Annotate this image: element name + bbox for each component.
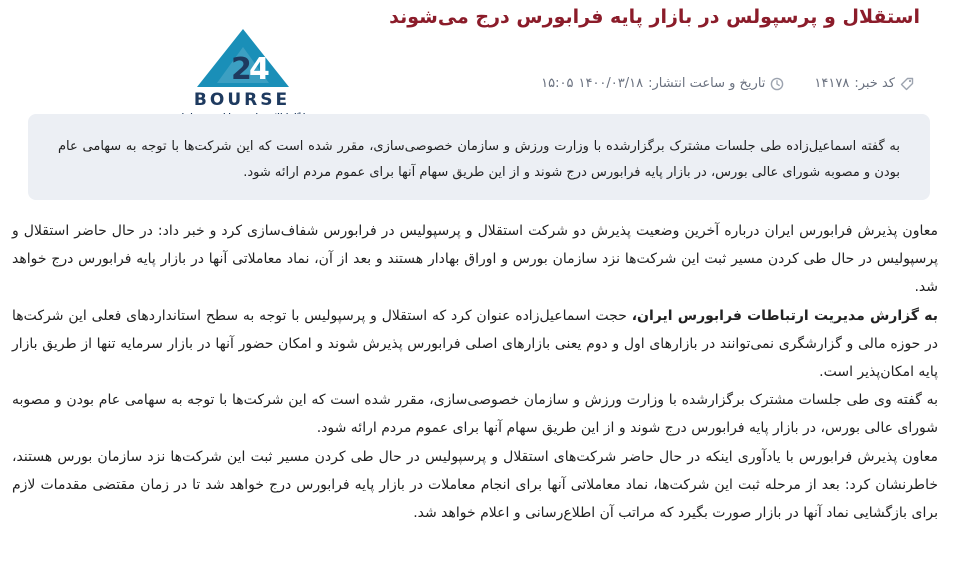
article-title: استقلال و پرسپولس در بازار پایه فرابورس درج می‌شوند xyxy=(389,6,920,28)
paragraph-text: حجت اسماعیل‌زاده عنوان کرد که استقلال و پرسپولیس با توجه به سطح استانداردهای فعلی این شرکت‌ها در حوزه مالی و گزارشگری نمی‌توانند در بازارهای اول و دوم یعنی بازارهای اصلی فرابورس پذیرش شوند و امکان حضور آنها در بازار سرمایه تنها از طریق بازار پایه امکان‌پذیر است. xyxy=(12,307,938,381)
logo-wordmark: BOURSE xyxy=(193,90,291,110)
news-code-label: کد خبر: xyxy=(854,76,895,91)
article-lead: به گفته اسماعیل‌زاده طی جلسات مشترک برگزارشده با وزارت ورزش و سازمان خصوصی‌سازی، مقرر شده است که این شرکت‌ها با توجه به سهامی عام بودن و مصوبه شورای عالی بورس، در بازار پایه فرابورس درج شوند و از این طریق سهام آنها برای عموم مردم ارائه شود. xyxy=(28,114,930,200)
article-meta xyxy=(541,76,914,91)
publish-date-value: ۱۴۰۰/۰۳/۱۸ xyxy=(578,76,644,91)
logo-graphic xyxy=(165,27,320,123)
article-paragraph xyxy=(12,302,938,387)
news-code xyxy=(814,76,914,91)
bourse-logo[interactable] xyxy=(165,27,320,123)
paragraph-text: به گفته وی طی جلسات مشترک برگزارشده با وزارت ورزش و سازمان خصوصی‌سازی، مقرر شده است که این شرکت‌ها با توجه به سهامی عام بودن و مصوبه شورای عالی بورس، در بازار پایه فرابورس درج شوند و از این طریق سهام آنها برای عموم مردم ارائه شود. xyxy=(12,392,938,437)
news-code-value: ۱۴۱۷۸ xyxy=(814,76,850,91)
publish-date-label: تاریخ و ساعت انتشار: xyxy=(648,76,766,91)
article-paragraph xyxy=(12,217,938,302)
svg-text:4: 4 xyxy=(249,52,270,87)
article-paragraph xyxy=(12,386,938,442)
svg-text:2: 2 xyxy=(231,52,252,87)
publish-time-value: ۱۵:۰۵ xyxy=(541,76,574,91)
publish-datetime xyxy=(541,76,784,91)
paragraph-bold-lead: به گزارش مدیریت ارتباطات فرابورس ایران، xyxy=(631,307,938,324)
paragraph-text: معاون پذیرش فرابورس ایران درباره آخرین وضعیت پذیرش دو شرکت استقلال و پرسپولیس در فرابورس شفاف‌سازی کرد و خبر داد: در حال حاضر استقلال و پرسپولیس در حال طی کردن مسیر ثبت این شرکت‌ها نزد سازمان بورس و اوراق بهادار هستند و بعد از آن، نماد معاملاتی آنها در بازار پایه فرابورس درج خواهد شد. xyxy=(12,223,938,296)
article-body xyxy=(12,217,938,527)
clock-icon xyxy=(770,77,784,91)
paragraph-text: معاون پذیرش فرابورس با یادآوری اینکه در حال حاضر شرکت‌های استقلال و پرسپولیس در حال طی کردن مسیر ثبت این شرکت‌ها نزد سازمان بورس هستند، خاطرنشان کرد: بعد از مرحله ثبت این شرکت‌ها، نماد معاملاتی آنها برای انجام معاملات در بازار پایه فرابورس درج خواهد شد تا در زمان مقتضی مقدمات لازم برای بازگشایی نماد آنها در بازار صورت بگیرد که مراتب آن اطلاع‌رسانی و اعلام خواهد شد. xyxy=(12,448,938,522)
tag-icon xyxy=(900,77,914,91)
article-paragraph xyxy=(12,443,938,528)
